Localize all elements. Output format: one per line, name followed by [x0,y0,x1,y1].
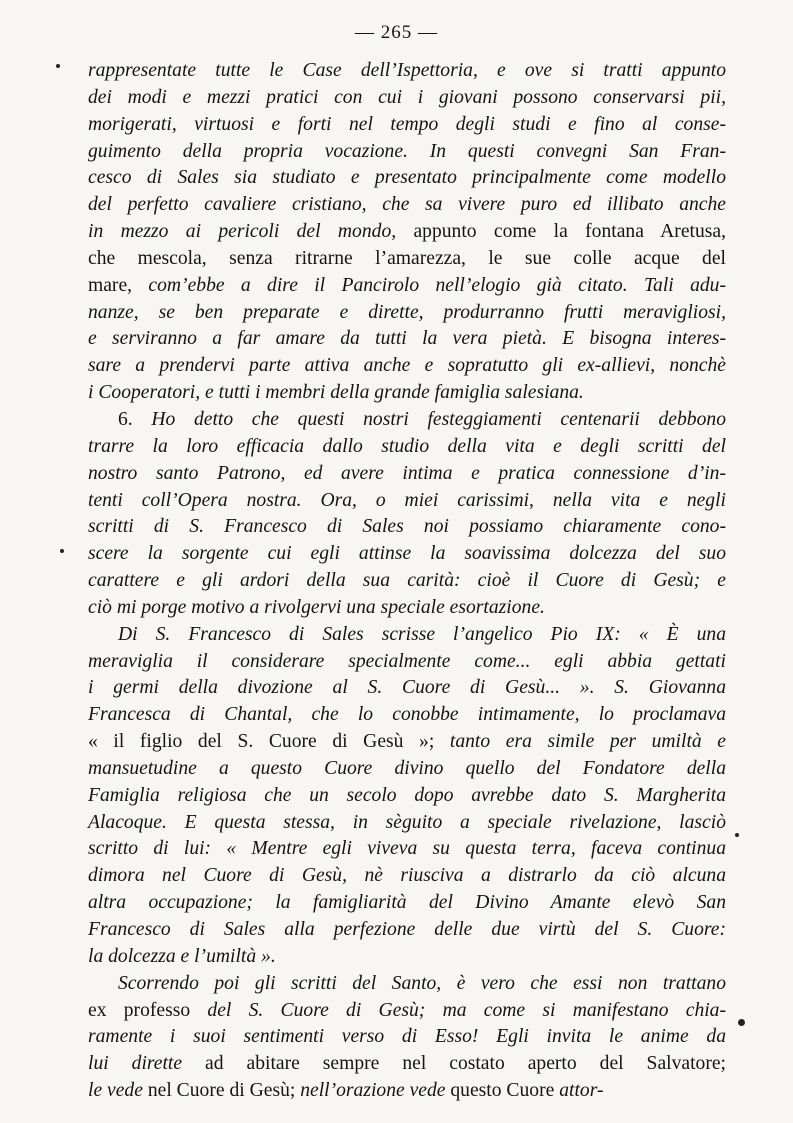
text-run: nanze, se ben preparate e dirette, produrranno frutti meravigliosi, [88,301,726,323]
text-run: 6. [118,408,133,430]
text-run: com’ebbe a dire il Pancirolo nell’elogio già citato. Tali adu- [132,274,726,296]
text-line [88,58,726,85]
text-line [88,890,726,917]
text-run: nell’orazione vede [295,1080,446,1102]
text-run: e serviranno a far amare da tutti la vera pietà. E bisogna interes- [88,328,726,350]
margin-speck [60,549,64,553]
margin-speck [738,1019,745,1026]
text-run: i germi della divozione al S. Cuore di Gesù... ». S. Giovanna [88,677,726,699]
text-run: Famiglia religiosa che un secolo dopo avrebbe dato S. Margherita [88,784,726,806]
text-run: Francesca di Chantal, che lo conobbe intimamente, lo proclamava [88,704,726,726]
text-run: guimento della propria vocazione. In questi convegni San Fran- [88,140,726,162]
text-run: dei modi e mezzi pratici con cui i giovani possono conservarsi pii, [88,86,726,108]
text-line [88,1078,726,1105]
text-run: Scorrendo poi gli scritti del Santo, è vero che essi non trattano [118,972,726,994]
text-run: Di S. Francesco di Sales scrisse l’angelico Pio IX: « È una [118,623,726,645]
text-run: che mescola, senza ritrarne l’amarezza, le sue colle acque del [88,247,726,269]
text-line [88,219,726,246]
text-line [88,675,726,702]
text-run: Francesco di Sales alla perfezione delle due virtù del S. Cuore: [88,919,726,940]
text-line [88,165,726,192]
text-run: trarre la loro efficacia dallo studio della vita e degli scritti del [88,435,726,457]
text-run: meraviglia il considerare specialmente come... egli abbia gettati [88,650,726,672]
text-run: nostro santo Patrono, ed avere intima e pratica connessione d’in- [88,462,726,484]
text-run: sare a prendervi parte attiva anche e sopratutto gli ex-allievi, nonchè [88,355,726,377]
text-run: ad abitare sempre nel costato aperto del Salvatore; [182,1053,726,1075]
text-line [88,863,726,890]
text-run: in mezzo ai pericoli del mondo, [88,221,397,243]
text-run: lui dirette [88,1053,183,1075]
page-number: — 265 — [355,22,438,43]
text-line [88,514,726,541]
text-run: mansuetudine a questo Cuore divino quello del Fondatore della [88,757,726,779]
text-line [88,273,726,300]
text-line [88,998,726,1025]
text-run: scritti di S. Francesco di Sales noi possiamo chiaramente cono- [88,516,726,538]
text-run: le vede [88,1080,143,1102]
text-line [88,192,726,219]
text-line [88,326,726,353]
text-line [88,246,726,273]
text-run: tenti coll’Opera nostra. Ora, o miei carissimi, nella vita e negli [88,489,726,511]
text-run: Ho detto che questi nostri festeggiamenti centenarii debbono [132,408,726,430]
text-line [88,944,726,971]
text-run: del perfetto cavaliere cristiano, che sa vivere puro ed illibato anche [88,194,726,216]
text-line [88,836,726,863]
text-line [88,595,726,622]
text-line [88,622,726,649]
text-line [88,649,726,676]
text-line [88,1024,726,1051]
text-line [88,461,726,488]
text-line [88,85,726,112]
text-run: i Cooperatori, e tutti i membri della grande famiglia salesiana. [88,382,584,404]
text-line [88,702,726,729]
text-line [88,434,726,461]
text-line [88,488,726,515]
text-run: ex professo [88,999,191,1021]
text-run: tanto era simile per umiltà e [434,731,726,753]
text-run: dimora nel Cuore di Gesù, nè riusciva a distrarlo da ciò alcuna [88,865,726,887]
text-line [88,112,726,139]
text-run: morigerati, virtuosi e forti nel tempo degli studi e fino al conse- [88,113,726,135]
text-line [88,729,726,756]
text-run: scritto di lui: « Mentre egli viveva su questa terra, faceva continua [88,838,726,860]
body-text [88,58,726,1105]
margin-speck [56,64,60,68]
margin-speck [735,833,739,837]
text-run: carattere e gli ardori della sua carità: cioè il Cuore di Gesù; e [88,570,726,592]
text-run: mare, [88,274,133,296]
text-run: Alacoque. E questa stessa, in sèguito a speciale rivelazione, lasciò [88,811,726,833]
text-run: altra occupazione; la famigliarità del Divino Amante elevò San [88,892,726,914]
text-line [88,139,726,166]
text-run: « il figlio del S. Cuore di Gesù »; [88,731,435,753]
text-line [88,810,726,837]
text-run: attor- [554,1080,604,1102]
text-line [88,353,726,380]
text-line [88,783,726,810]
text-line [88,917,726,944]
text-run: la dolcezza e l’umiltà ». [88,945,276,967]
text-line [88,407,726,434]
text-line [88,300,726,327]
text-line [88,1051,726,1078]
text-run: cesco di Sales sia studiato e presentato principalmente come modello [88,167,726,189]
text-line [88,756,726,783]
text-run: questo Cuore [445,1080,555,1102]
text-run: appunto come la fontana Aretusa, [396,221,726,243]
text-run: del S. Cuore di Gesù; ma come si manifestano chia- [190,999,727,1021]
text-run: nel Cuore di Gesù; [142,1080,296,1102]
text-line [88,541,726,568]
text-run: ramente i suoi sentimenti verso di Esso! Egli invita le anime da [88,1026,726,1048]
text-line [88,568,726,595]
text-run: rappresentate tutte le Case dell’Ispettoria, e ove si tratti appunto [88,60,726,81]
text-run: scere la sorgente cui egli attinse la soavissima dolcezza del suo [88,543,726,565]
text-line [88,971,726,998]
text-run: ciò mi porge motivo a rivolgervi una speciale esortazione. [88,596,545,618]
text-line [88,380,726,407]
